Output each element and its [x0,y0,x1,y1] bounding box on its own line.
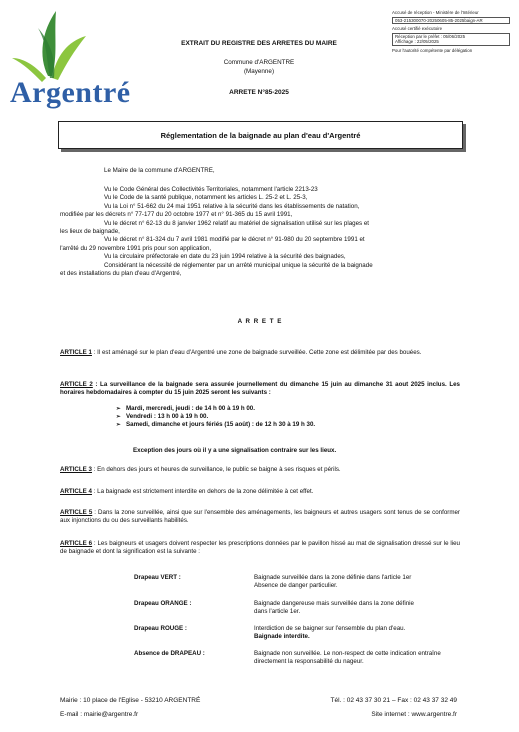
visas [60,186,460,278]
article-4 [60,488,460,496]
flag-desc-line: Baignade interdite. [254,632,310,640]
stamp-ministry: Accusé de réception - Ministère de l'Intérieur [392,10,479,15]
article-5-label: ARTICLE 5 [60,509,93,516]
flag-orange-name: Drapeau ORANGE : [134,600,192,607]
footer-email: E-mail : mairie@argentre.fr [60,711,139,718]
document-title: Réglementation de la baignade au plan d'eau d'Argentré [160,130,361,140]
visa-6: Vu la circulaire préfectorale en date du 23 juin 1994 relative à la sécurité des baignades, [104,253,346,261]
article-6 [60,540,460,557]
visa-4b: les lieux de baignade, [60,228,120,236]
visa-3b: modifiée par les décrets n° 77-177 du 20 octobre 1977 et n° 91-365 du 15 avril 1991, [60,211,293,219]
article-1-label: ARTICLE 1 [60,349,92,356]
visa-7b: et des installations du plan d'eau d'Argentré, [60,270,182,278]
article-3 [60,466,460,474]
schedule-exception: Exception des jours où il y a une signalisation contraire sur les lieux. [133,447,337,454]
flag-desc-line: Baignade surveillée dans la zone définie dans l'article 1er [254,574,412,581]
visa-7a: Considérant la nécessité de réglementer par un arrêté municipal unique la sécurité de la baignade [104,261,373,269]
schedule-item: ➢ Samedi, dimanche et jours fériés (15 août) : de 12 h 30 à 19 h 30. [118,421,458,429]
arrete-number: ARRETE N°85-2025 [229,89,289,96]
article-2-label: ARTICLE 2 [60,381,93,388]
article-6-label: ARTICLE 6 [60,540,93,547]
stamp-affichage: Affichage : 22/05/2025 [395,39,439,44]
commune-name: Commune d'ARGENTRE [223,59,295,66]
footer-address: Mairie : 10 place de l'Eglise - 53210 ARGENTRÉ [60,697,201,704]
flag-desc-line: Absence de danger particulier. [254,581,338,589]
flag-none-name: Absence de DRAPEAU : [134,650,205,657]
schedule-item: ➢ Mardi, mercredi, jeudi : de 14 h 00 à 19 h 00. [118,405,458,413]
article-2 [60,381,460,398]
stamp-dates [392,33,510,46]
flag-red-name: Drapeau ROUGE : [134,625,187,632]
flag-desc-line: Baignade non surveillée. Le non-respect de cette indication entraîne [254,650,441,657]
article-5-text: : Dans la zone surveillée, ainsi que sur l'ensemble des aménagements, les baigneurs et autres usagers sont tenus de se conformer aux injonctions du ou des surveillants habilités. [60,509,460,525]
footer-site: Site internet : www.argentre.fr [371,711,457,718]
visa-4a: Vu le décret n° 62-13 du 8 janvier 1962 relatif au matériel de signalisation utilisé sur les plages et [104,219,370,227]
flag-desc-line: dans l'article 1er. [254,607,301,615]
flag-red-desc [254,625,454,641]
flag-orange-desc [254,600,454,616]
flag-desc-line: Interdiction de se baigner sur l'ensemble du plan d'eau. [254,625,406,632]
register-header: EXTRAIT DU REGISTRE DES ARRETES DU MAIRE [181,40,337,47]
stamp-delegation: Pour l'autorité compétente par délégation [392,47,473,53]
receipt-stamp [392,10,510,53]
arrete-heading: A R R E T E [237,318,283,325]
document-title-box [58,121,463,149]
schedule-list [118,405,458,430]
stamp-ref: 053-215300070-20250605-85-2025baign-AR [392,17,510,25]
article-1-text: : Il est aménagé sur le plan d'eau d'Argentré une zone de baignade surveillée. Cette zone est délimitée par des bouées. [91,349,422,356]
article-2-text: : La surveillance de la baignade sera assurée journellement du dimanche 15 juin au dimanche 31 aout 2025 inclus. Les horaires hebdomadaires à compter du 15 juin 2025 seront les suivants : [60,381,460,397]
visa-1: Vu le Code Général des Collectivités Territoriales, notamment l'article 2213-23 [104,186,318,193]
article-4-label: ARTICLE 4 [60,488,92,495]
flag-desc-line: directement la responsabilité du nageur. [254,657,364,665]
flag-green-name: Drapeau VERT : [134,574,181,581]
schedule-item: ➢ Vendredi : 13 h 00 à 19 h 00. [118,413,458,421]
flag-green-desc [254,574,454,590]
flag-desc-line: Baignade dangereuse mais surveillée dans la zone définie [254,600,414,607]
visa-2: Vu le Code de la santé publique, notamment les articles L. 25-2 et L. 25-3, [104,194,308,202]
article-3-text: : En dehors des jours et heures de surveillance, le public se baigne à ses risques et périls. [91,466,341,473]
article-4-text: : La baignade est strictement interdite en dehors de la zone délimitée à cet effet. [91,488,314,495]
logo-text: Argentré [10,76,131,109]
article-3-label: ARTICLE 3 [60,466,92,473]
article-1 [60,349,460,357]
stamp-certified: Accusé certifié exécutoire [392,26,443,31]
article-5 [60,509,460,526]
flag-none-desc [254,650,454,666]
intro-maire: Le Maire de la commune d'ARGENTRE, [104,167,215,174]
visa-3a: Vu la Loi n° 51-662 du 24 mai 1951 relative à la sécurité dans les établissements de natation, [104,202,360,210]
stamp-reception: Réception par le préfet : 05/06/2025 [395,33,466,39]
visa-5b: l'arrêté du 29 novembre 1991 pris pour son application, [60,244,212,252]
footer-phone: Tél. : 02 43 37 30 21 – Fax : 02 43 37 32 49 [330,697,457,704]
visa-5a: Vu le décret n° 81-324 du 7 avril 1981 modifié par le décret n° 91-980 du 20 septembre 1991 et [104,236,365,244]
departement: (Mayenne) [243,68,275,75]
article-6-text: : Les baigneurs et usagers doivent respecter les prescriptions données par le pavillon hissé au mat de signalisation dressé sur le lieu de baignade et dont la signification est la suivante : [60,540,460,556]
